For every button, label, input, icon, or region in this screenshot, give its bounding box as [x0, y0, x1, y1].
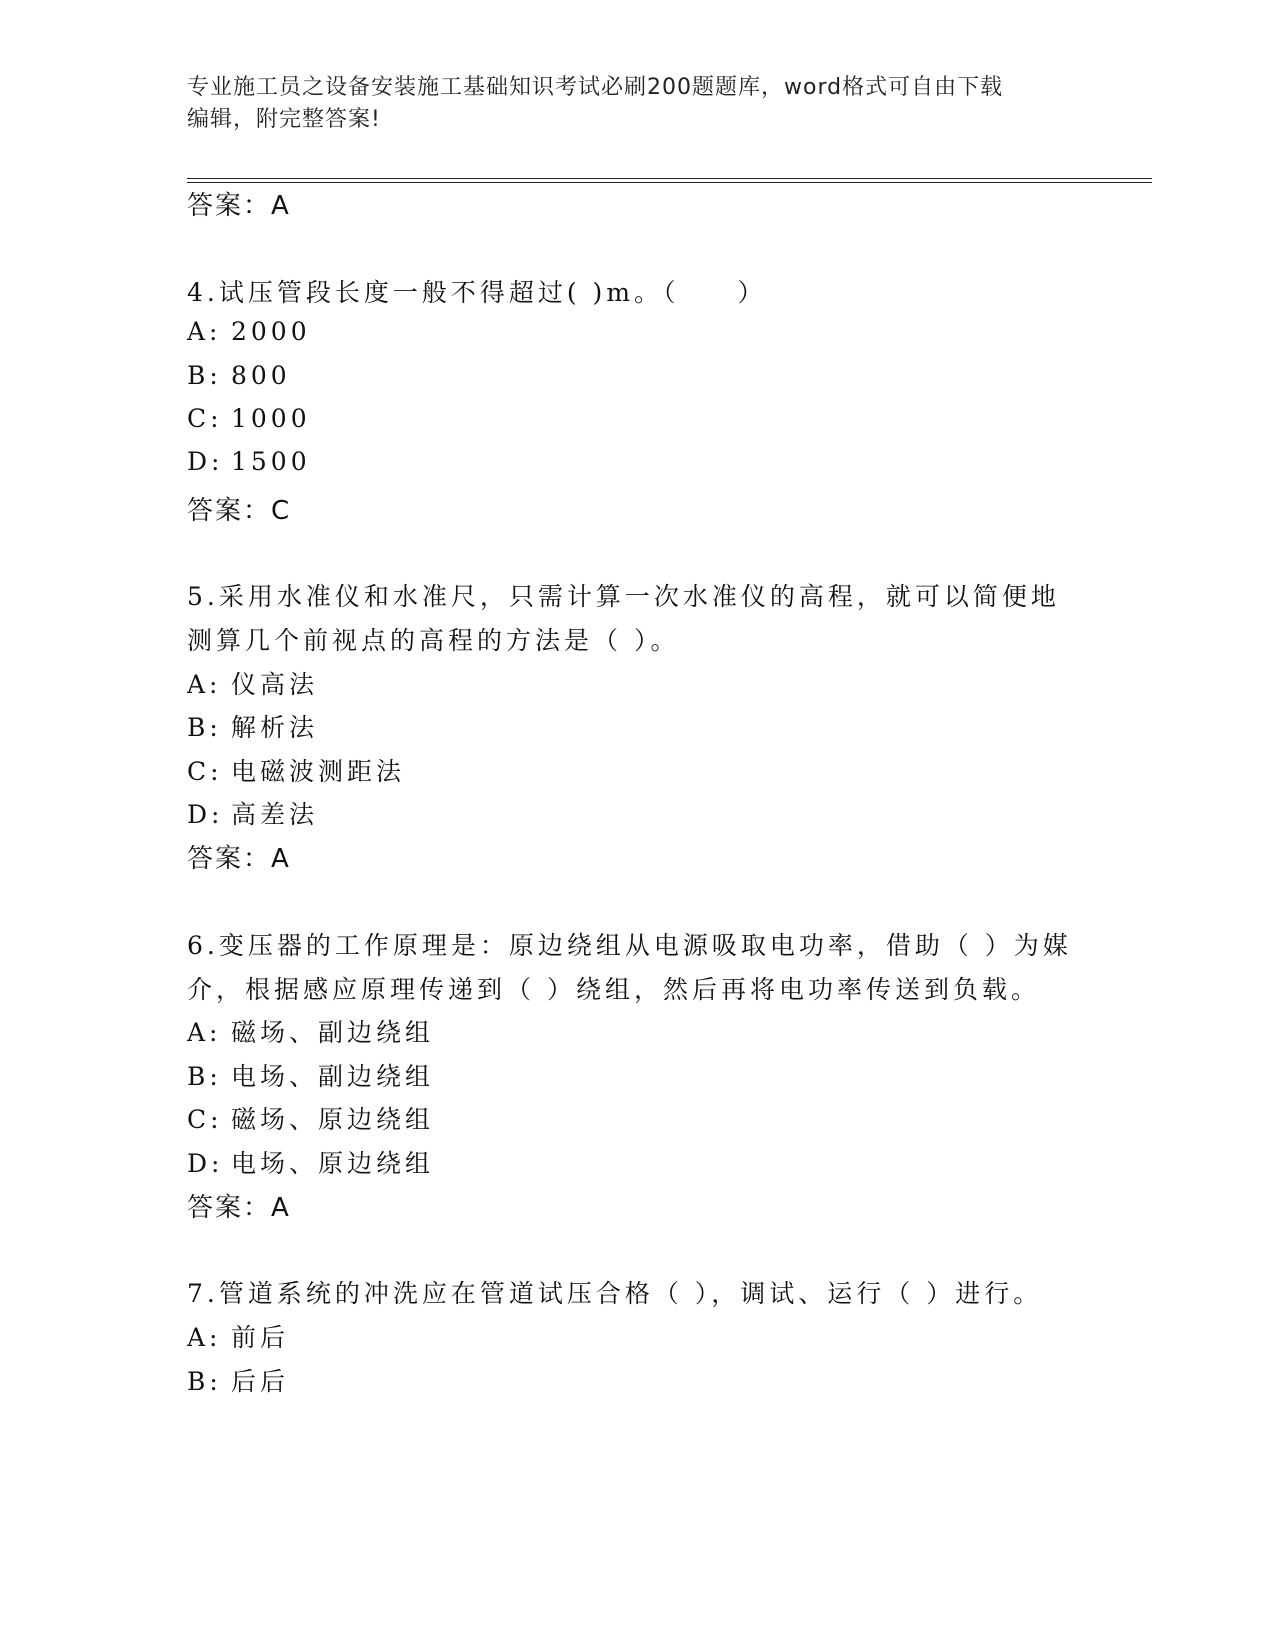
question-6-text-line-2 [187, 970, 1040, 1006]
answer-prefix: 答案： [187, 844, 272, 874]
option-text: 电场、副边绕组 [231, 1062, 435, 1091]
question-4-option-c [187, 404, 311, 433]
option-text: 高差法 [231, 800, 319, 829]
question-number: 5. [187, 582, 219, 611]
option-letter: B: [187, 1062, 222, 1091]
option-letter: A: [187, 1323, 222, 1352]
question-5-option-d [187, 795, 318, 831]
question-number: 7. [187, 1279, 219, 1308]
previous-answer [187, 185, 291, 222]
header-divider [187, 178, 1152, 179]
question-7-text [187, 1274, 1042, 1310]
option-text: 1500 [231, 447, 311, 476]
question-4-option-d [187, 447, 311, 476]
question-7-option-a [187, 1318, 289, 1354]
header-divider-second [187, 182, 1152, 183]
option-letter: C: [187, 404, 223, 433]
question-6-option-d [187, 1144, 434, 1180]
question-4-option-a [187, 317, 311, 346]
answer-value: A [271, 844, 291, 874]
question-6-option-a [187, 1013, 434, 1049]
option-text: 后后 [231, 1367, 290, 1396]
question-line: 变压器的工作原理是：原边绕组从电源吸取电功率，借助（ ）为媒 [218, 931, 1072, 960]
question-4-answer [187, 490, 291, 527]
option-text: 磁场、原边绕组 [231, 1105, 435, 1134]
question-6-option-c [187, 1100, 434, 1136]
option-letter: B: [187, 1367, 222, 1396]
option-letter: A: [187, 317, 222, 346]
question-7-option-b [187, 1362, 289, 1398]
option-letter: B: [187, 713, 222, 742]
header-line-1: 专业施工员之设备安装施工基础知识考试必刷200题题库，word格式可自由下载 [187, 75, 1004, 100]
option-letter: C: [187, 1105, 223, 1134]
option-text: 电磁波测距法 [231, 757, 406, 786]
question-5-text-line-1 [187, 577, 1060, 613]
option-text: 解析法 [231, 713, 319, 742]
question-5-option-c [187, 752, 405, 788]
answer-value: A [271, 1193, 291, 1223]
question-4-option-b [187, 361, 291, 390]
question-6-option-b [187, 1057, 434, 1093]
answer-prefix: 答案： [187, 496, 272, 526]
question-line: 试压管段长度一般不得超过( )m。（ ） [218, 278, 767, 307]
option-letter: C: [187, 757, 223, 786]
header-line-2: 编辑，附完整答案! [187, 107, 381, 132]
question-5-answer [187, 838, 291, 875]
question-4-text [187, 273, 767, 309]
option-text: 仪高法 [231, 670, 319, 699]
option-letter: B: [187, 361, 222, 390]
option-letter: A: [187, 1018, 222, 1047]
question-6-text-line-1 [187, 926, 1072, 962]
option-letter: A: [187, 670, 222, 699]
option-letter: D: [187, 800, 224, 829]
question-line: 介，根据感应原理传递到（ ）绕组，然后再将电功率传送到负载。 [187, 975, 1040, 1004]
question-number: 4. [187, 278, 219, 307]
answer-prefix: 答案： [187, 1193, 272, 1223]
question-line: 采用水准仪和水准尺，只需计算一次水准仪的高程，就可以简便地 [218, 582, 1060, 611]
question-line: 管道系统的冲洗应在管道试压合格（ ），调试、运行（ ）进行。 [218, 1279, 1043, 1308]
question-line: 测算几个前视点的高程的方法是（ ）。 [187, 626, 680, 655]
answer-value: A [271, 191, 291, 221]
answer-prefix: 答案： [187, 191, 272, 221]
option-text: 800 [231, 361, 291, 390]
answer-value: C [271, 496, 292, 526]
question-5-option-a [187, 665, 318, 701]
option-text: 磁场、副边绕组 [231, 1018, 435, 1047]
option-text: 1000 [231, 404, 311, 433]
option-text: 前后 [231, 1323, 290, 1352]
option-text: 2000 [231, 317, 311, 346]
question-6-answer [187, 1187, 291, 1224]
question-5-text-line-2 [187, 621, 679, 657]
question-number: 6. [187, 931, 219, 960]
option-letter: D: [187, 447, 224, 476]
option-text: 电场、原边绕组 [231, 1149, 435, 1178]
document-page [187, 0, 1152, 1650]
option-letter: D: [187, 1149, 224, 1178]
document-header [187, 72, 1087, 136]
question-5-option-b [187, 708, 318, 744]
